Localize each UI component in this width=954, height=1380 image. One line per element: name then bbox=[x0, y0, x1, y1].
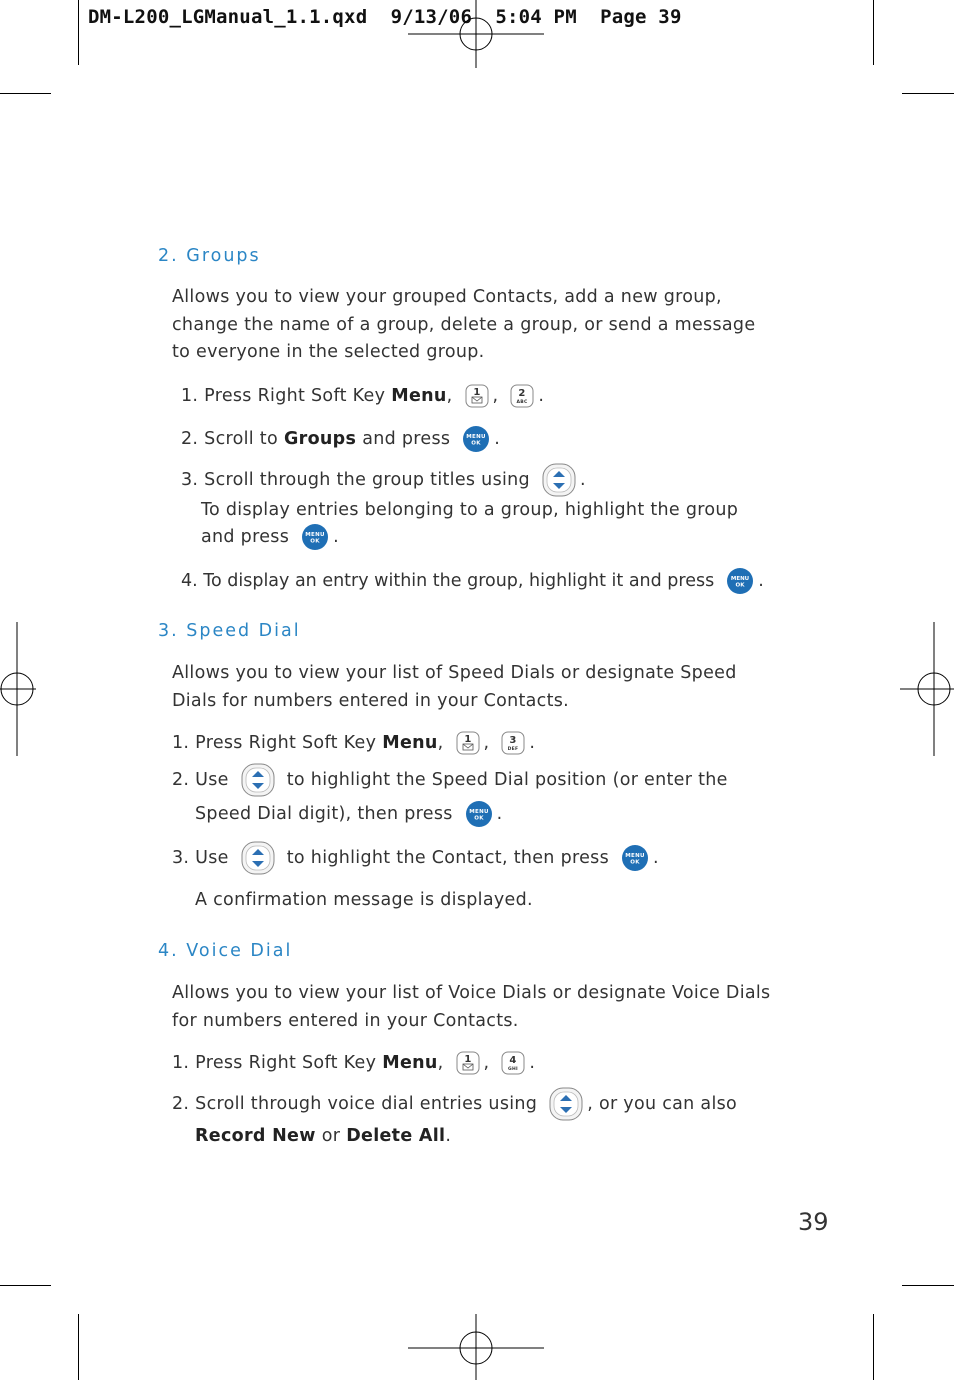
key-digit: 1 bbox=[463, 1054, 472, 1065]
registration-mark bbox=[408, 0, 544, 68]
speed-dial-step-2-line2 bbox=[195, 800, 503, 828]
step-text: and press bbox=[362, 429, 451, 449]
period: . bbox=[653, 848, 659, 868]
menu-ok-icon bbox=[726, 567, 754, 595]
delete-all-label: Delete All bbox=[346, 1126, 446, 1146]
groups-step-2 bbox=[181, 425, 500, 453]
key-2-icon bbox=[510, 384, 534, 408]
step-text: 1. Press Right Soft Key bbox=[172, 733, 377, 753]
period: . bbox=[529, 733, 536, 753]
registration-mark bbox=[408, 1314, 544, 1380]
crop-mark bbox=[78, 1314, 79, 1380]
ok-bottom: OK bbox=[473, 815, 484, 822]
groups-step-4 bbox=[181, 567, 764, 595]
key-3-icon bbox=[501, 731, 525, 755]
ok-top: MENU bbox=[468, 809, 489, 815]
speed-dial-step-3-line2: A confirmation message is displayed. bbox=[195, 890, 533, 910]
step-text: , or you can also bbox=[587, 1094, 738, 1114]
period: . bbox=[333, 527, 339, 547]
crop-mark bbox=[873, 1314, 874, 1380]
step-text: to highlight the Contact, then press bbox=[286, 848, 609, 868]
comma: , bbox=[446, 386, 453, 406]
period: . bbox=[496, 804, 503, 824]
period: . bbox=[758, 571, 764, 591]
ok-bottom: OK bbox=[735, 582, 745, 589]
period: . bbox=[579, 470, 586, 490]
comma: , bbox=[483, 733, 490, 753]
ok-bottom: OK bbox=[471, 440, 482, 447]
crop-mark bbox=[902, 93, 954, 94]
crop-mark bbox=[873, 0, 874, 65]
menu-label: Menu bbox=[382, 733, 438, 753]
intro-line: for numbers entered in your Contacts. bbox=[172, 1010, 519, 1031]
speed-dial-step-3 bbox=[172, 840, 659, 876]
voice-dial-step-2 bbox=[172, 1087, 737, 1121]
key-letters: ABC bbox=[516, 400, 528, 405]
step-text: 4. To display an entry within the group, highlight it and press bbox=[181, 571, 715, 591]
menu-label: Menu bbox=[382, 1053, 438, 1073]
step-text: 2. Use bbox=[172, 770, 229, 790]
intro-line: Allows you to view your grouped Contacts, add a new group, bbox=[172, 287, 722, 307]
ok-bottom: OK bbox=[310, 538, 320, 545]
comma: , bbox=[437, 733, 444, 753]
period: . bbox=[529, 1053, 536, 1073]
groups-label: Groups bbox=[283, 429, 357, 449]
crop-mark bbox=[78, 0, 79, 65]
step-text: 3. Use bbox=[172, 848, 229, 868]
intro-line: to everyone in the selected group. bbox=[172, 342, 485, 362]
key-letters: GHI bbox=[508, 1067, 519, 1072]
print-slug: DM-L200_LGManual_1.1.qxd 9/13/06 5:04 PM Page 39 bbox=[88, 6, 682, 28]
registration-mark bbox=[900, 622, 954, 756]
section-heading-voice-dial: 4. Voice Dial bbox=[158, 941, 293, 961]
crop-mark bbox=[0, 1285, 51, 1286]
intro-line: change the name of a group, delete a group, or send a message bbox=[172, 314, 756, 335]
key-digit: 1 bbox=[472, 387, 481, 398]
menu-ok-icon bbox=[301, 523, 329, 551]
intro-line: Allows you to view your list of Speed Dials or designate Speed bbox=[172, 663, 737, 683]
speed-dial-step-2 bbox=[172, 763, 728, 797]
nav-key-icon bbox=[241, 841, 275, 875]
nav-key-icon bbox=[542, 463, 576, 497]
step-text: 1. Press Right Soft Key bbox=[181, 386, 386, 406]
registration-mark bbox=[0, 622, 36, 756]
step-text: 3. Scroll through the group titles using bbox=[181, 470, 530, 490]
ok-bottom: OK bbox=[630, 859, 640, 866]
nav-key-icon bbox=[241, 763, 275, 797]
key-1-icon bbox=[456, 731, 480, 755]
key-digit: 2 bbox=[518, 388, 527, 399]
section-heading-speed-dial: 3. Speed Dial bbox=[158, 621, 301, 641]
menu-ok-icon bbox=[465, 800, 493, 828]
key-digit: 1 bbox=[463, 734, 472, 745]
step-text: Speed Dial digit), then press bbox=[195, 804, 453, 824]
ok-top: MENU bbox=[466, 434, 487, 440]
voice-dial-step-2-line2 bbox=[195, 1122, 451, 1150]
crop-mark bbox=[902, 1285, 954, 1286]
section-heading-groups: 2. Groups bbox=[158, 246, 261, 266]
step-text: to highlight the Speed Dial position (or enter the bbox=[286, 770, 728, 790]
intro-line: Dials for numbers entered in your Contacts. bbox=[172, 690, 570, 711]
ok-top: MENU bbox=[305, 532, 325, 538]
nav-key-icon bbox=[549, 1087, 583, 1121]
ok-top: MENU bbox=[625, 853, 645, 859]
period: . bbox=[445, 1126, 452, 1146]
key-1-icon bbox=[456, 1051, 480, 1075]
key-4-icon bbox=[501, 1051, 525, 1075]
voice-dial-intro bbox=[172, 980, 770, 1035]
speed-dial-step-1 bbox=[172, 729, 535, 757]
record-new-label: Record New bbox=[195, 1126, 316, 1146]
speed-dial-intro bbox=[172, 660, 737, 715]
ok-top: MENU bbox=[731, 576, 750, 582]
step-text: and press bbox=[201, 527, 290, 547]
menu-label: Menu bbox=[391, 386, 447, 406]
menu-ok-icon bbox=[462, 425, 490, 453]
period: . bbox=[494, 429, 501, 449]
key-digit: 3 bbox=[509, 735, 518, 746]
step-text: 1. Press Right Soft Key bbox=[172, 1053, 377, 1073]
period: . bbox=[538, 386, 545, 406]
key-digit: 4 bbox=[509, 1055, 518, 1066]
groups-step-3-line3 bbox=[201, 523, 339, 551]
intro-line: Allows you to view your list of Voice Dials or designate Voice Dials bbox=[172, 983, 771, 1003]
key-1-icon bbox=[465, 384, 489, 408]
comma: , bbox=[492, 386, 499, 406]
crop-mark bbox=[0, 93, 51, 94]
step-text: 2. Scroll to bbox=[181, 429, 278, 449]
page-number: 39 bbox=[798, 1208, 829, 1236]
groups-step-3 bbox=[181, 463, 586, 497]
key-letters: DEF bbox=[508, 747, 519, 752]
groups-step-3-line2: To display entries belonging to a group, highlight the group bbox=[201, 500, 739, 520]
menu-ok-icon bbox=[621, 844, 649, 872]
voice-dial-step-1 bbox=[172, 1049, 535, 1077]
groups-intro bbox=[172, 284, 755, 367]
step-text: 2. Scroll through voice dial entries using bbox=[172, 1094, 538, 1114]
comma: , bbox=[437, 1053, 444, 1073]
or-text: or bbox=[321, 1126, 341, 1146]
comma: , bbox=[483, 1053, 490, 1073]
groups-step-1 bbox=[181, 382, 544, 410]
